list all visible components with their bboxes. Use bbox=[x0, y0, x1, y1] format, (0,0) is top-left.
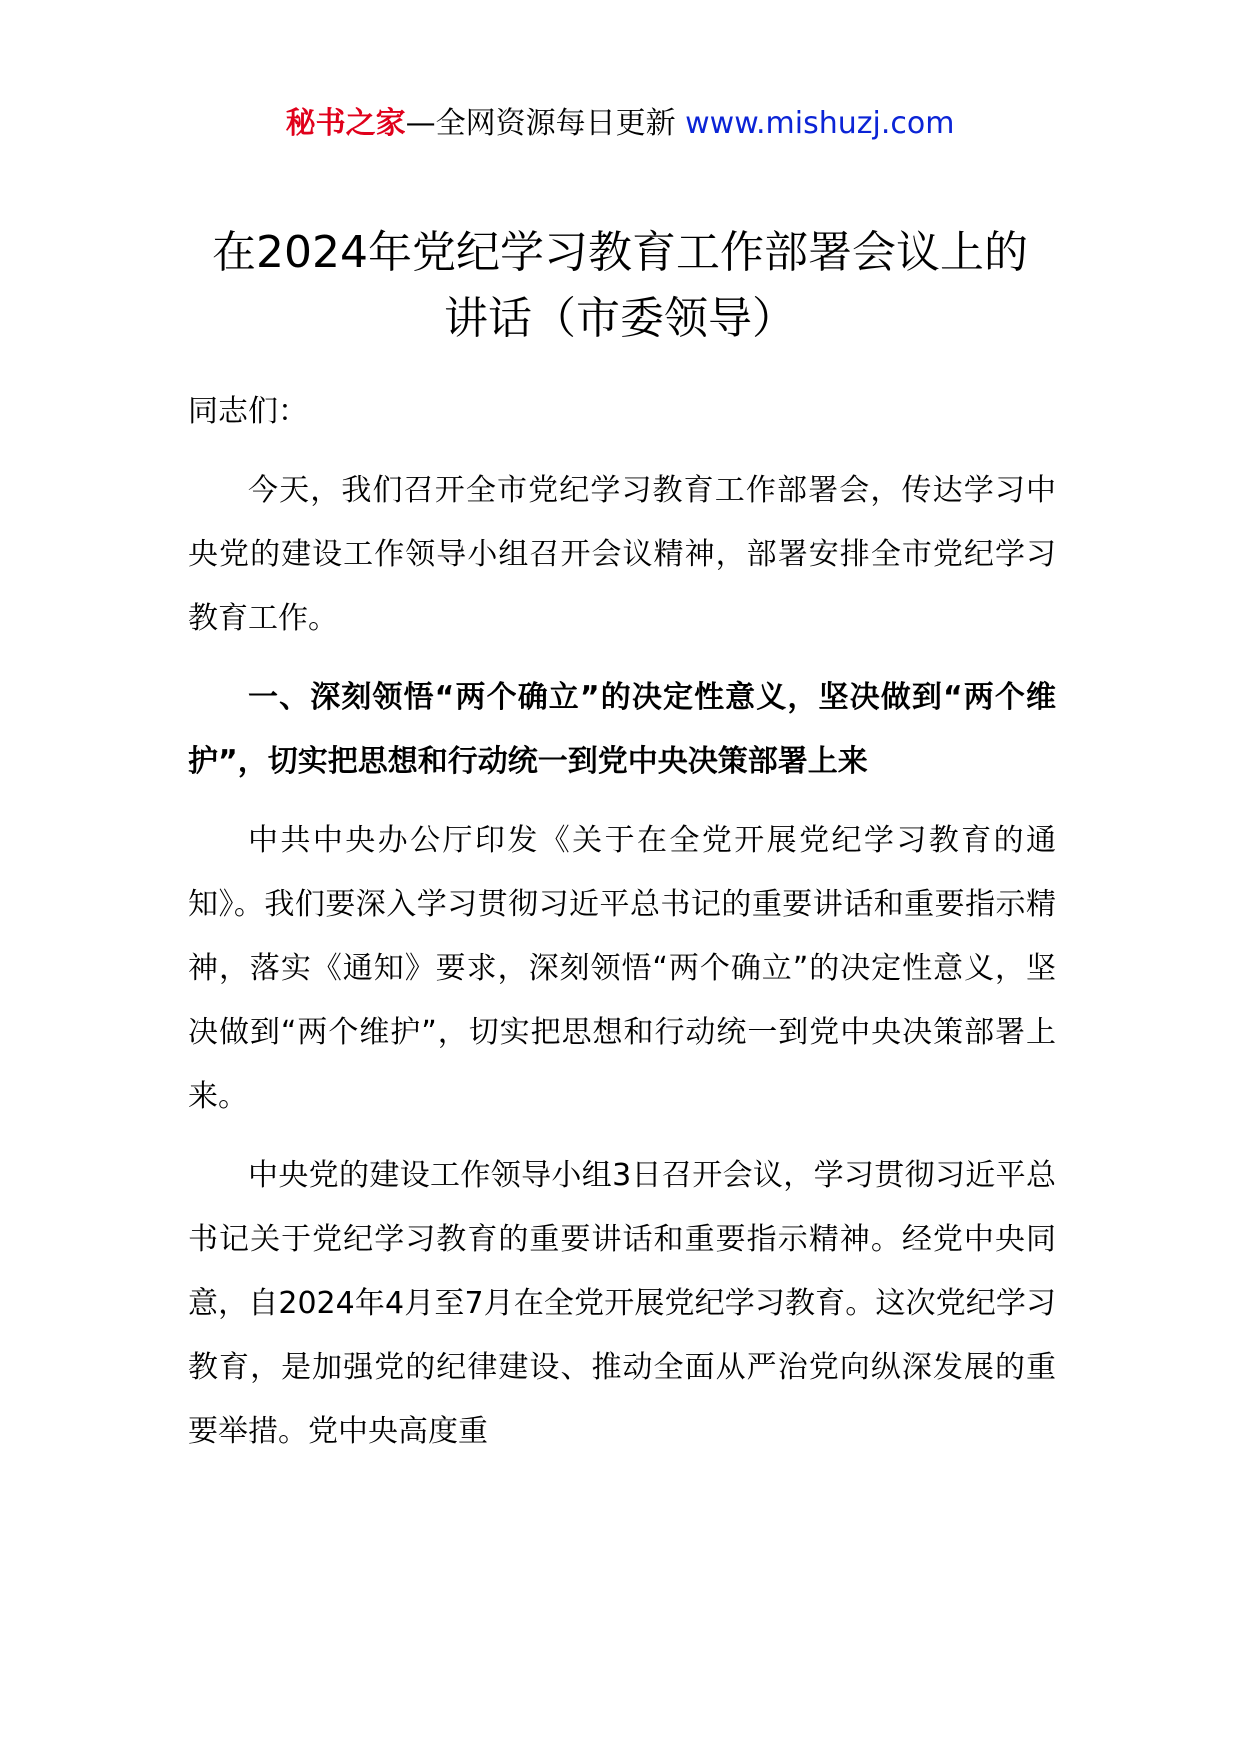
paragraph-notice: 中共中央办公厅印发《关于在全党开展党纪学习教育的通知》。我们要深入学习贯彻习近平总书记的重要讲话和重要指示精神，落实《通知》要求，深刻领悟“两个确立”的决定性意义，坚决做到“两个维护”，切实把思想和行动统一到党中央决策部署上来。 bbox=[188, 823, 1056, 1114]
title-line-2: 讲话（市委领导） bbox=[444, 293, 796, 344]
title-line-1: 在2024年党纪学习教育工作部署会议上的 bbox=[212, 227, 1028, 278]
site-slogan: —全网资源每日更新 bbox=[405, 106, 676, 141]
paragraph-intro: 今天，我们召开全市党纪学习教育工作部署会，传达学习中央党的建设工作领导小组召开会议精神，部署安排全市党纪学习教育工作。 bbox=[188, 473, 1056, 636]
document-title bbox=[150, 220, 1090, 352]
section-heading-1: 一、深刻领悟“两个确立”的决定性意义，坚决做到“两个维护”，切实把思想和行动统一到党中央决策部署上来 bbox=[188, 680, 1056, 779]
site-header bbox=[0, 100, 1240, 148]
site-brand: 秘书之家 bbox=[285, 106, 406, 141]
document-body bbox=[188, 380, 1056, 1479]
salutation: 同志们： bbox=[188, 394, 308, 429]
paragraph-meeting: 中央党的建设工作领导小组3日召开会议，学习贯彻习近平总书记关于党纪学习教育的重要讲话和重要指示精神。经党中央同意，自2024年4月至7月在全党开展党纪学习教育。这次党纪学习教育，是加强党的纪律建设、推动全面从严治党向纵深发展的重要举措。党中央高度重 bbox=[188, 1158, 1056, 1449]
site-url-link[interactable]: www.mishuzj.com bbox=[685, 106, 955, 141]
